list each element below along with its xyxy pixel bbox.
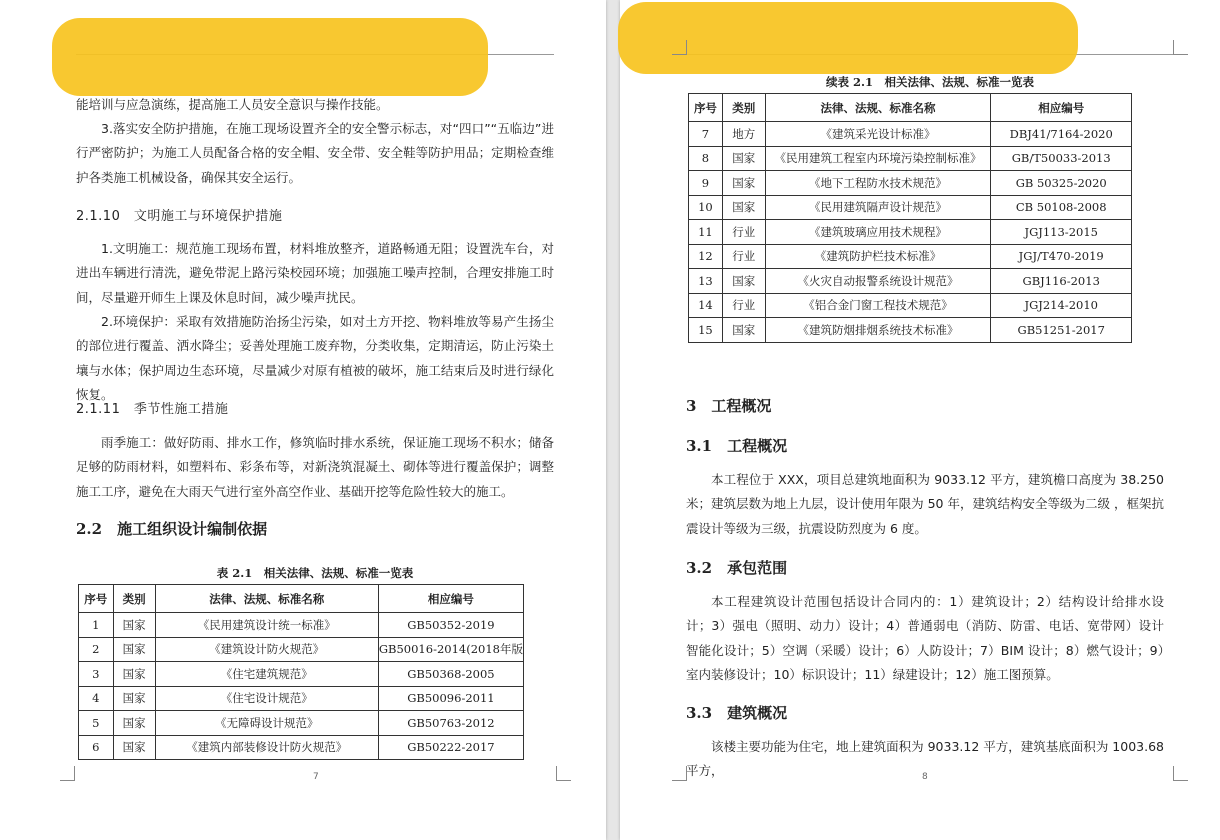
table-cell: 《建筑采光设计标准》 — [765, 122, 991, 147]
right-page — [620, 0, 1220, 840]
table-cell: GBJ116-2013 — [991, 269, 1132, 294]
table-cell: 13 — [689, 269, 723, 294]
table-cell: 国家 — [722, 318, 765, 343]
table-caption: 表 2.1 相关法律、法规、标准一览表 — [216, 566, 414, 580]
table-cell: 《民用建筑隔声设计规范》 — [765, 195, 991, 220]
table-header-cell: 类别 — [722, 94, 765, 122]
table-cell: GB50222-2017 — [378, 735, 523, 760]
standards-table-continued — [688, 93, 1132, 343]
page-number: 7 — [313, 772, 319, 782]
table-caption: 续表 2.1 相关法律、法规、标准一览表 — [825, 75, 1034, 89]
crop-mark — [1173, 766, 1188, 781]
table-cell: 《建筑内部装修设计防火规范》 — [155, 735, 378, 760]
table-row — [689, 220, 1132, 245]
table-row — [689, 318, 1132, 343]
table-cell: GB51251-2017 — [991, 318, 1132, 343]
table-cell: 10 — [689, 195, 723, 220]
table-cell: 《建筑防烟排烟系统技术标准》 — [765, 318, 991, 343]
crop-mark — [672, 40, 687, 55]
table-cell: 14 — [689, 293, 723, 318]
table-cell: 国家 — [113, 637, 155, 662]
section-heading: 2.1.10 文明施工与环境保护措施 — [76, 209, 283, 224]
table-cell: 15 — [689, 318, 723, 343]
table-cell: GB 50325-2020 — [991, 171, 1132, 196]
table-row — [689, 122, 1132, 147]
table-cell: 地方 — [722, 122, 765, 147]
table-cell: 国家 — [113, 662, 155, 687]
paragraph: 雨季施工：做好防雨、排水工作，修筑临时排水系统，保证施工现场不积水；储备足够的防雨材料，如塑料布、彩条布等，对新浇筑混凝土、砌体等进行覆盖保护；调整施工工序，避免在大雨天气进行室外高空作业、基础开挖等危险性较大的施工。 — [76, 435, 554, 499]
table-cell: 《无障碍设计规范》 — [155, 711, 378, 736]
paragraph: 本工程建筑设计范围包括设计合同内的：1）建筑设计；2）结构设计给排水设计；3）强电（照明、动力）设计；4）普通弱电（消防、防雷、电话、宽带网）设计智能化设计；5）空调（采暖）设计；6）人防设计；7）BIM 设计；8）燃气设计；9）室内装修设计；10）标识设计；11）绿建设计；12）施工图预算。 — [686, 594, 1164, 682]
table-row — [79, 662, 524, 687]
table-header-cell: 法律、法规、标准名称 — [155, 585, 378, 613]
left-page — [0, 0, 606, 840]
table-cell: JGJ214-2010 — [991, 293, 1132, 318]
table-cell: JGJ/T470-2019 — [991, 244, 1132, 269]
table-cell: GB50096-2011 — [378, 686, 523, 711]
table-row — [79, 686, 524, 711]
table-cell: GB50352-2019 — [378, 613, 523, 638]
table-cell: 《地下工程防水技术规范》 — [765, 171, 991, 196]
table-cell: 9 — [689, 171, 723, 196]
table-cell: JGJ113-2015 — [991, 220, 1132, 245]
table-cell: 国家 — [113, 735, 155, 760]
table-cell: GB/T50033-2013 — [991, 146, 1132, 171]
table-cell: 《建筑玻璃应用技术规程》 — [765, 220, 991, 245]
table-header-cell: 类别 — [113, 585, 155, 613]
section-heading: 2.1.11 季节性施工措施 — [76, 402, 229, 417]
table-cell: 《铝合金门窗工程技术规范》 — [765, 293, 991, 318]
table-cell: 国家 — [722, 146, 765, 171]
section-heading: 2.2 施工组织设计编制依据 — [76, 520, 268, 538]
table-cell: 1 — [79, 613, 114, 638]
table-cell: 7 — [689, 122, 723, 147]
crop-mark — [556, 766, 571, 781]
chapter-heading: 3 工程概况 — [686, 397, 772, 415]
section-heading: 3.1 工程概况 — [686, 437, 788, 455]
table-cell: 《住宅设计规范》 — [155, 686, 378, 711]
section-heading: 3.2 承包范围 — [686, 559, 788, 577]
section-heading: 3.3 建筑概况 — [686, 704, 788, 722]
table-row — [79, 613, 524, 638]
table-cell: 行业 — [722, 220, 765, 245]
table-cell: 6 — [79, 735, 114, 760]
table-cell: 《民用建筑设计统一标准》 — [155, 613, 378, 638]
table-cell: 行业 — [722, 244, 765, 269]
crop-mark — [60, 766, 75, 781]
table-cell: 2 — [79, 637, 114, 662]
paragraph: 3.落实安全防护措施，在施工现场设置齐全的安全警示标志，对“四口”“五临边”进行严密防护；为施工人员配备合格的安全帽、安全带、安全鞋等防护用品；定期检查维护各类施工机械设备，确保其安全运行。 — [76, 121, 554, 185]
table-header-cell: 序号 — [79, 585, 114, 613]
table-cell: 4 — [79, 686, 114, 711]
table-row — [689, 269, 1132, 294]
redaction-highlight — [618, 2, 1078, 74]
table-cell: 5 — [79, 711, 114, 736]
table-cell: 《建筑设计防火规范》 — [155, 637, 378, 662]
table-row — [689, 171, 1132, 196]
table-header-cell: 相应编号 — [991, 94, 1132, 122]
table-cell: 国家 — [113, 711, 155, 736]
paragraph: 能培训与应急演练，提高施工人员安全意识与操作技能。 — [76, 97, 389, 112]
table-cell: 国家 — [722, 269, 765, 294]
paragraph: 2.环境保护：采取有效措施防治扬尘污染，如对土方开挖、物料堆放等易产生扬尘的部位进行覆盖、洒水降尘；妥善处理施工废弃物，分类收集，定期清运，防止污染土壤与水体；保护周边生态环境，尽量减少对原有植被的破坏，施工结束后及时进行绿化恢复。 — [76, 314, 554, 402]
table-cell: CB 50108-2008 — [991, 195, 1132, 220]
paragraph: 1.文明施工：规范施工现场布置，材料堆放整齐，道路畅通无阻；设置洗车台，对进出车辆进行清洗，避免带泥上路污染校园环境；加强施工噪声控制，合理安排施工时间，尽量避开师生上课及休息时间，减少噪声扰民。 — [76, 241, 554, 305]
table-cell: 《建筑防护栏技术标准》 — [765, 244, 991, 269]
table-cell: 行业 — [722, 293, 765, 318]
table-row — [79, 735, 524, 760]
table-row — [689, 244, 1132, 269]
table-cell: 《火灾自动报警系统设计规范》 — [765, 269, 991, 294]
table-cell: 《民用建筑工程室内环境污染控制标准》 — [765, 146, 991, 171]
standards-table — [78, 584, 524, 760]
page-number: 8 — [922, 772, 928, 782]
table-row — [79, 637, 524, 662]
table-cell: 国家 — [722, 195, 765, 220]
table-cell: 国家 — [113, 613, 155, 638]
table-row — [79, 711, 524, 736]
table-cell: DBJ41/7164-2020 — [991, 122, 1132, 147]
table-header-cell: 序号 — [689, 94, 723, 122]
table-cell: GB50368-2005 — [378, 662, 523, 687]
table-header-cell: 法律、法规、标准名称 — [765, 94, 991, 122]
table-header-row — [689, 94, 1132, 122]
table-cell: 3 — [79, 662, 114, 687]
table-cell: 8 — [689, 146, 723, 171]
table-cell: 12 — [689, 244, 723, 269]
table-row — [689, 195, 1132, 220]
redaction-highlight — [52, 18, 488, 96]
table-cell: GB50016-2014(2018年版 — [378, 637, 523, 662]
crop-mark — [1173, 40, 1188, 55]
paragraph: 该楼主要功能为住宅，地上建筑面积为 9033.12 平方，建筑基底面积为 1003.68 平方， — [686, 739, 1164, 779]
table-header-row — [79, 585, 524, 613]
paragraph: 本工程位于 XXX，项目总建筑地面积为 9033.12 平方，建筑檐口高度为 38.250 米；建筑层数为地上九层，设计使用年限为 50 年，建筑结构安全等级为二级 ，框架抗震设计等级为三级，抗震设防烈度为 6 度。 — [686, 472, 1164, 536]
table-cell: 《住宅建筑规范》 — [155, 662, 378, 687]
table-cell: 国家 — [722, 171, 765, 196]
table-header-cell: 相应编号 — [378, 585, 523, 613]
table-cell: 国家 — [113, 686, 155, 711]
table-row — [689, 146, 1132, 171]
table-cell: GB50763-2012 — [378, 711, 523, 736]
table-cell: 11 — [689, 220, 723, 245]
crop-mark — [672, 766, 687, 781]
table-row — [689, 293, 1132, 318]
